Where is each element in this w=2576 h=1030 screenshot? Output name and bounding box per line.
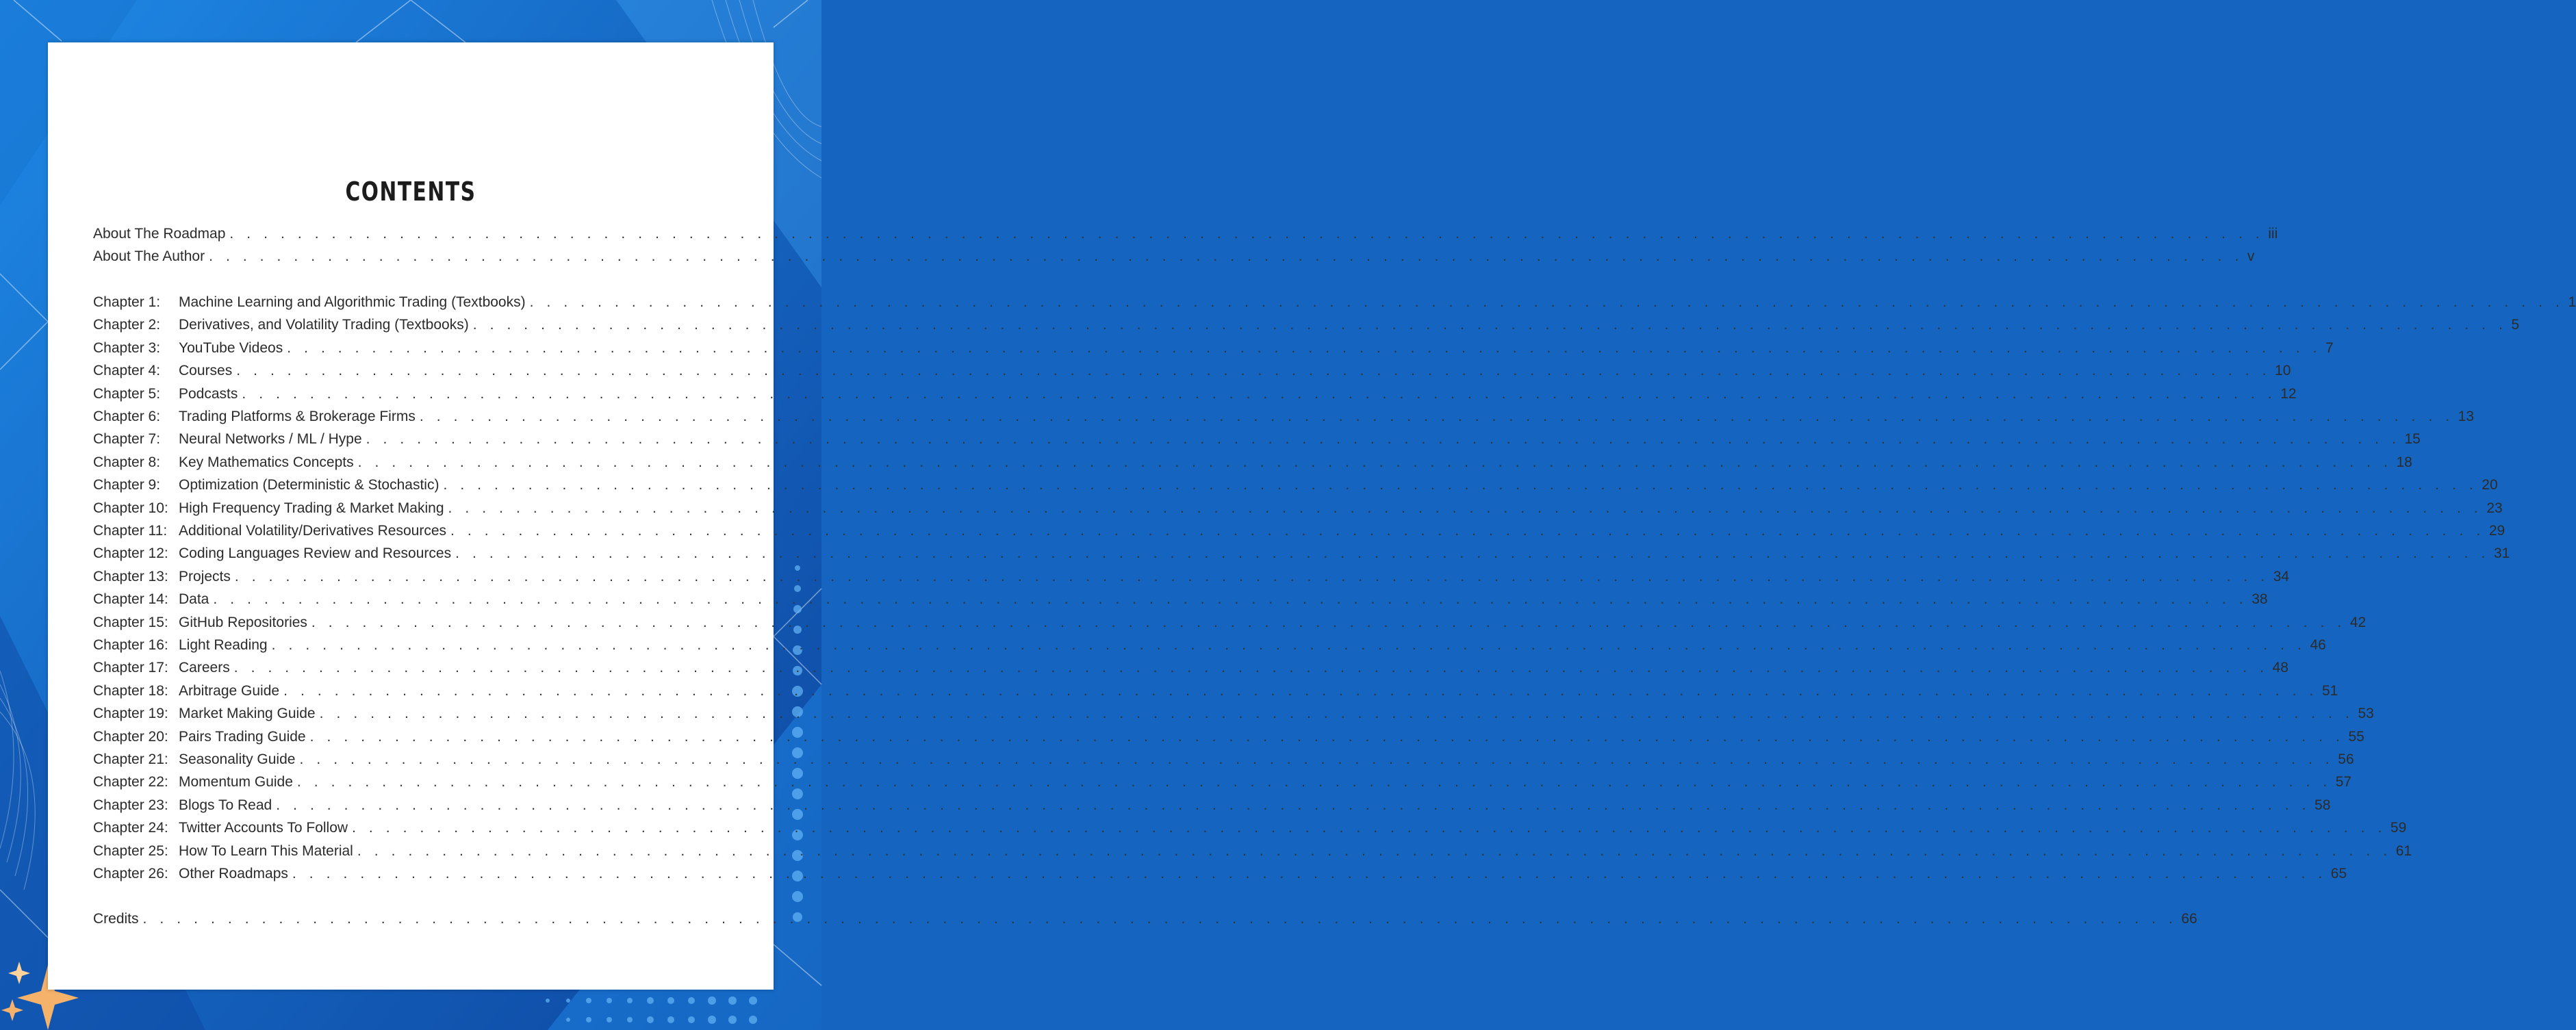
entry-number: Chapter 22: xyxy=(93,774,168,790)
entry-number: Chapter 8: xyxy=(93,454,161,470)
entry-title: Twitter Accounts To Follow xyxy=(179,820,348,836)
entry-title: Data xyxy=(179,591,209,608)
entry-number: Chapter 15: xyxy=(93,614,168,630)
entry-title: Other Roadmaps xyxy=(179,866,288,881)
entry-number: Chapter 21: xyxy=(93,751,168,767)
entry-page-number: 53 xyxy=(2358,706,2374,722)
entry-number: Chapter 18: xyxy=(93,682,168,699)
entry-title: Projects xyxy=(179,568,231,584)
toc-entry-chapter[interactable] xyxy=(93,728,2364,752)
entry-page-number: 57 xyxy=(2335,774,2352,790)
entry-title: Light Reading xyxy=(179,637,268,653)
dot-leader: . . . . . . . . . . . . . . . . . . . . . . . . . . . . . . . . . . . . . . . . . . . . . . . . . . . . . . . . . . . . . . . . . . . . . . . . . . . . . . . . . . . . . . . . . . . . . . . . . . . . . . . . . . . . . . . . . . . . . . . . xyxy=(366,431,2401,448)
entry-page-number: 65 xyxy=(2330,866,2347,881)
entry-page-number: 20 xyxy=(2482,477,2498,493)
dot-leader: . . . . . . . . . . . . . . . . . . . . . . . . . . . . . . . . . . . . . . . . . . . . . . . . . . . . . . . . . . . . . . . . . . . . . . . . . . . . . . . . . . . . . . . . . . . . . . . . . . . . . . . . . . . . . . . . . . . . . . . . xyxy=(450,523,2485,539)
dot-leader: . . . . . . . . . . . . . . . . . . . . . . . . . . . . . . . . . . . . . . . . . . . . . . . . . . . . . . . . . . . . . . . . . . . . . . . . . . . . . . . . . . . . . . . . . . . . . . . . . . . . . . . . . . . . . . . . . . . . . . . . xyxy=(229,226,2265,242)
dot-leader: . . . . . . . . . . . . . . . . . . . . . . . . . . . . . . . . . . . . . . . . . . . . . . . . . . . . . . . . . . . . . . . . . . . . . . . . . . . . . . . . . . . . . . . . . . . . . . . . . . . . . . . . . . . . . . . . . . . . . . . . xyxy=(233,660,2269,676)
toc-entry-chapter[interactable] xyxy=(93,431,2421,454)
toc-entry-chapter[interactable] xyxy=(93,774,2352,797)
dot-leader: . . . . . . . . . . . . . . . . . . . . . . . . . . . . . . . . . . . . . . . . . . . . . . . . . . . . . . . . . . . . . . . . . . . . . . . . . . . . . . . . . . . . . . . . . . . . . . . . . . . . . . . . . . . . . . . . . . . . . . . . xyxy=(296,774,2332,790)
entry-number: Chapter 12: xyxy=(93,545,168,562)
dot-leader: . . . . . . . . . . . . . . . . . . . . . . . . . . . . . . . . . . . . . . . . . . . . . . . . . . . . . . . . . . . . . . . . . . . . . . . . . . . . . . . . . . . . . . . . . . . . . . . . . . . . . . . . . . . . . . . . . . . . . . . . xyxy=(357,454,2393,470)
document-page xyxy=(48,42,2576,990)
toc-entry-chapter[interactable] xyxy=(93,706,2374,729)
entry-title: Seasonality Guide xyxy=(179,751,296,767)
entry-title: Podcasts xyxy=(179,385,238,402)
dot-leader: . . . . . . . . . . . . . . . . . . . . . . . . . . . . . . . . . . . . . . . . . . . . . . . . . . . . . . . . . . . . . . . . . . . . . . . . . . . . . . . . . . . . . . . . . . . . . . . . . . . . . . . . . . . . . . . . . . . . . . . . xyxy=(292,866,2327,881)
dot-leader: . . . . . . . . . . . . . . . . . . . . . . . . . . . . . . . . . . . . . . . . . . . . . . . . . . . . . . . . . . . . . . . . . . . . . . . . . . . . . . . . . . . . . . . . . . . . . . . . . . . . . . . . . . . . . . . . . . . . . . . . xyxy=(242,385,2277,402)
entry-page-number: 58 xyxy=(2314,797,2331,813)
toc-entry-chapter[interactable] xyxy=(93,545,2510,569)
entry-title: Arbitrage Guide xyxy=(179,682,280,699)
dot-leader: . . . . . . . . . . . . . . . . . . . . . . . . . . . . . . . . . . . . . . . . . . . . . . . . . . . . . . . . . . . . . . . . . . . . . . . . . . . . . . . . . . . . . . . . . . . . . . . . . . . . . . . . . . . . . . . . . . . . . . . . xyxy=(319,706,2354,722)
entry-number: Chapter 16: xyxy=(93,637,168,653)
entry-title: About The Author xyxy=(93,248,205,265)
entry-number: Chapter 5: xyxy=(93,385,161,402)
entry-page-number: 5 xyxy=(2511,317,2520,333)
toc-entry-chapter[interactable] xyxy=(93,614,2367,638)
toc-entry-chapter[interactable] xyxy=(93,317,2520,340)
entry-title: Pairs Trading Guide xyxy=(179,728,306,745)
toc-entry-chapter[interactable] xyxy=(93,568,2290,592)
dot-leader: . . . . . . . . . . . . . . . . . . . . . . . . . . . . . . . . . . . . . . . . . . . . . . . . . . . . . . . . . . . . . . . . . . . . . . . . . . . . . . . . . . . . . . . . . . . . . . . . . . . . . . . . . . . . . . . . . . . . . . . . xyxy=(271,637,2306,653)
dot-leader: . . . . . . . . . . . . . . . . . . . . . . . . . . . . . . . . . . . . . . . . . . . . . . . . . . . . . . . . . . . . . . . . . . . . . . . . . . . . . . . . . . . . . . . . . . . . . . . . . . . . . . . . . . . . . . . . . . . . . . . . xyxy=(443,477,2478,493)
entry-title: How To Learn This Material xyxy=(179,842,353,859)
entry-title: Courses xyxy=(179,363,233,379)
entry-number: Chapter 25: xyxy=(93,842,168,859)
toc-entry-chapter[interactable] xyxy=(93,409,2475,432)
entry-page-number: 23 xyxy=(2486,500,2503,516)
entry-number: Chapter 23: xyxy=(93,797,168,813)
dot-leader: . . . . . . . . . . . . . . . . . . . . . . . . . . . . . . . . . . . . . . . . . . . . . . . . . . . . . . . . . . . . . . . . . . . . . . . . . . . . . . . . . . . . . . . . . . . . . . . . . . . . . . . . . . . . . . . . . . . . . . . . xyxy=(448,500,2483,516)
toc-entry-chapter[interactable] xyxy=(93,500,2503,524)
entry-title: Credits xyxy=(93,911,139,927)
entry-title: About The Roadmap xyxy=(93,226,226,242)
entry-page-number: 56 xyxy=(2338,751,2354,767)
entry-page-number: 18 xyxy=(2396,454,2412,470)
toc-entry-chapter[interactable] xyxy=(93,363,2291,386)
entry-number: Chapter 17: xyxy=(93,660,168,676)
entry-title: Neural Networks / ML / Hype xyxy=(179,431,362,448)
entry-page-number: 7 xyxy=(2325,339,2334,356)
entry-number: Chapter 2: xyxy=(93,317,161,333)
dot-leader: . . . . . . . . . . . . . . . . . . . . . . . . . . . . . . . . . . . . . . . . . . . . . . . . . . . . . . . . . . . . . . . . . . . . . . . . . . . . . . . . . . . . . . . . . . . . . . . . . . . . . . . . . . . . . . . . . . . . . . . . xyxy=(455,545,2490,562)
dot-leader: . . . . . . . . . . . . . . . . . . . . . . . . . . . . . . . . . . . . . . . . . . . . . . . . . . . . . . . . . . . . . . . . . . . . . . . . . . . . . . . . . . . . . . . . . . . . . . . . . . . . . . . . . . . . . . . . . . . . . . . . xyxy=(213,591,2248,608)
toc-entry-chapter[interactable] xyxy=(93,866,2347,889)
toc-entry-chapter[interactable] xyxy=(93,820,2407,843)
entry-page-number: 29 xyxy=(2488,523,2505,539)
entry-number: Chapter 6: xyxy=(93,409,161,424)
dot-leader: . . . . . . . . . . . . . . . . . . . . . . . . . . . . . . . . . . . . . . . . . . . . . . . . . . . . . . . . . . . . . . . . . . . . . . . . . . . . . . . . . . . . . . . . . . . . . . . . . . . . . . . . . . . . . . . . . . . . . . . . xyxy=(299,751,2334,767)
dot-leader: . . . . . . . . . . . . . . . . . . . . . . . . . . . . . . . . . . . . . . . . . . . . . . . . . . . . . . . . . . . . . . . . . . . . . . . . . . . . . . . . . . . . . . . . . . . . . . . . . . . . . . . . . . . . . . . . . . . . . . . . xyxy=(234,568,2269,584)
entry-title: Trading Platforms & Brokerage Firms xyxy=(179,409,416,424)
toc-entry-chapter[interactable] xyxy=(93,751,2354,775)
toc-entry-chapter[interactable] xyxy=(93,385,2297,409)
toc-entry-chapter[interactable] xyxy=(93,637,2326,660)
entry-page-number: 51 xyxy=(2321,682,2338,699)
entry-page-number: 42 xyxy=(2349,614,2367,630)
dot-leader: . . . . . . . . . . . . . . . . . . . . . . . . . . . . . . . . . . . . . . . . . . . . . . . . . . . . . . . . . . . . . . . . . . . . . . . . . . . . . . . . . . . . . . . . . . . . . . . . . . . . . . . . . . . . . . . . . . . . . . . . xyxy=(283,682,2318,699)
entry-page-number: iii xyxy=(2268,226,2278,242)
toc-entry-chapter[interactable] xyxy=(93,842,2412,866)
entry-title: Additional Volatility/Derivatives Resources xyxy=(179,523,447,539)
toc-entry-chapter[interactable] xyxy=(93,294,2576,318)
entry-title: Blogs To Read xyxy=(179,797,272,813)
entry-title: GitHub Repositories xyxy=(179,614,307,630)
dot-leader: . . . . . . . . . . . . . . . . . . . . . . . . . . . . . . . . . . . . . . . . . . . . . . . . . . . . . . . . . . . . . . . . . . . . . . . . . . . . . . . . . . . . . . . . . . . . . . . . . . . . . . . . . . . . . . . . . . . . . . . . xyxy=(529,294,2564,310)
dot-leader: . . . . . . . . . . . . . . . . . . . . . . . . . . . . . . . . . . . . . . . . . . . . . . . . . . . . . . . . . . . . . . . . . . . . . . . . . . . . . . . . . . . . . . . . . . . . . . . . . . . . . . . . . . . . . . . . . . . . . . . . xyxy=(236,363,2271,379)
entry-title: Coding Languages Review and Resources xyxy=(179,545,452,562)
entry-number: Chapter 26: xyxy=(93,866,168,881)
page-title: CONTENTS xyxy=(345,177,476,207)
entry-title: High Frequency Trading & Market Making xyxy=(179,500,444,516)
dot-leader: . . . . . . . . . . . . . . . . . . . . . . . . . . . . . . . . . . . . . . . . . . . . . . . . . . . . . . . . . . . . . . . . . . . . . . . . . . . . . . . . . . . . . . . . . . . . . . . . . . . . . . . . . . . . . . . . . . . . . . . . xyxy=(472,317,2508,333)
toc-entry-chapter[interactable] xyxy=(93,797,2331,821)
entry-number: Chapter 7: xyxy=(93,431,161,448)
entry-page-number: 1 xyxy=(2568,294,2576,310)
toc-entry-front-matter[interactable] xyxy=(93,248,2255,272)
dot-leader: . . . . . . . . . . . . . . . . . . . . . . . . . . . . . . . . . . . . . . . . . . . . . . . . . . . . . . . . . . . . . . . . . . . . . . . . . . . . . . . . . . . . . . . . . . . . . . . . . . . . . . . . . . . . . . . . . . . . . . . . xyxy=(287,339,2322,356)
dot-leader: . . . . . . . . . . . . . . . . . . . . . . . . . . . . . . . . . . . . . . . . . . . . . . . . . . . . . . . . . . . . . . . . . . . . . . . . . . . . . . . . . . . . . . . . . . . . . . . . . . . . . . . . . . . . . . . . . . . . . . . . xyxy=(142,911,2178,927)
entry-page-number: v xyxy=(2247,248,2255,265)
entry-page-number: 59 xyxy=(2390,820,2407,836)
entry-title: YouTube Videos xyxy=(179,339,283,356)
dot-leader: . . . . . . . . . . . . . . . . . . . . . . . . . . . . . . . . . . . . . . . . . . . . . . . . . . . . . . . . . . . . . . . . . . . . . . . . . . . . . . . . . . . . . . . . . . . . . . . . . . . . . . . . . . . . . . . . . . . . . . . . xyxy=(309,728,2345,745)
entry-number: Chapter 14: xyxy=(93,591,168,608)
entry-number: Chapter 4: xyxy=(93,363,161,379)
entry-title: Machine Learning and Algorithmic Trading (Textbooks) xyxy=(179,294,526,310)
entry-title: Market Making Guide xyxy=(179,706,316,722)
entry-page-number: 61 xyxy=(2395,842,2412,859)
toc-entry-chapter[interactable] xyxy=(93,660,2288,683)
entry-page-number: 55 xyxy=(2348,728,2364,745)
entry-number: Chapter 9: xyxy=(93,477,161,493)
toc-entry-chapter[interactable] xyxy=(93,682,2338,706)
toc-entry-front-matter[interactable] xyxy=(93,226,2278,249)
entry-title: Optimization (Deterministic & Stochastic) xyxy=(179,477,439,493)
entry-page-number: 34 xyxy=(2273,568,2290,584)
entry-number: Chapter 10: xyxy=(93,500,168,516)
entry-number: Chapter 1: xyxy=(93,294,161,310)
entry-number: Chapter 13: xyxy=(93,568,168,584)
entry-number: Chapter 19: xyxy=(93,706,168,722)
entry-number: Chapter 11: xyxy=(93,523,168,539)
entry-title: Careers xyxy=(179,660,230,676)
entry-page-number: 15 xyxy=(2404,431,2421,448)
entry-page-number: 46 xyxy=(2310,637,2326,653)
toc-entry-chapter[interactable] xyxy=(93,523,2505,546)
entry-page-number: 66 xyxy=(2181,911,2197,927)
entry-number: Chapter 20: xyxy=(93,728,168,745)
toc-entry-chapter[interactable] xyxy=(93,477,2498,500)
dot-leader: . . . . . . . . . . . . . . . . . . . . . . . . . . . . . . . . . . . . . . . . . . . . . . . . . . . . . . . . . . . . . . . . . . . . . . . . . . . . . . . . . . . . . . . . . . . . . . . . . . . . . . . . . . . . . . . . . . . . . . . . xyxy=(357,842,2392,859)
entry-page-number: 13 xyxy=(2458,409,2475,424)
entry-page-number: 38 xyxy=(2252,591,2268,608)
entry-title: Key Mathematics Concepts xyxy=(179,454,354,470)
entry-page-number: 12 xyxy=(2280,385,2297,402)
entry-page-number: 31 xyxy=(2493,545,2510,562)
entry-page-number: 10 xyxy=(2275,363,2291,379)
toc-entry-chapter[interactable] xyxy=(93,591,2268,615)
toc-entry-back-matter[interactable] xyxy=(93,911,2197,934)
entry-number: Chapter 3: xyxy=(93,339,161,356)
entry-title: Momentum Guide xyxy=(179,774,293,790)
dot-leader: . . . . . . . . . . . . . . . . . . . . . . . . . . . . . . . . . . . . . . . . . . . . . . . . . . . . . . . . . . . . . . . . . . . . . . . . . . . . . . . . . . . . . . . . . . . . . . . . . . . . . . . . . . . . . . . . . . . . . . . . xyxy=(209,248,2243,265)
dot-leader: . . . . . . . . . . . . . . . . . . . . . . . . . . . . . . . . . . . . . . . . . . . . . . . . . . . . . . . . . . . . . . . . . . . . . . . . . . . . . . . . . . . . . . . . . . . . . . . . . . . . . . . . . . . . . . . . . . . . . . . . xyxy=(276,797,2311,813)
toc-entry-chapter[interactable] xyxy=(93,339,2334,363)
entry-title: Derivatives, and Volatility Trading (Textbooks) xyxy=(179,317,469,333)
dot-leader: . . . . . . . . . . . . . . . . . . . . . . . . . . . . . . . . . . . . . . . . . . . . . . . . . . . . . . . . . . . . . . . . . . . . . . . . . . . . . . . . . . . . . . . . . . . . . . . . . . . . . . . . . . . . . . . . . . . . . . . . xyxy=(419,409,2454,424)
entry-number: Chapter 24: xyxy=(93,820,168,836)
entry-page-number: 48 xyxy=(2272,660,2288,676)
dot-leader: . . . . . . . . . . . . . . . . . . . . . . . . . . . . . . . . . . . . . . . . . . . . . . . . . . . . . . . . . . . . . . . . . . . . . . . . . . . . . . . . . . . . . . . . . . . . . . . . . . . . . . . . . . . . . . . . . . . . . . . . xyxy=(311,614,2346,630)
dot-leader: . . . . . . . . . . . . . . . . . . . . . . . . . . . . . . . . . . . . . . . . . . . . . . . . . . . . . . . . . . . . . . . . . . . . . . . . . . . . . . . . . . . . . . . . . . . . . . . . . . . . . . . . . . . . . . . . . . . . . . . . xyxy=(352,820,2386,836)
toc-entry-chapter[interactable] xyxy=(93,454,2412,478)
